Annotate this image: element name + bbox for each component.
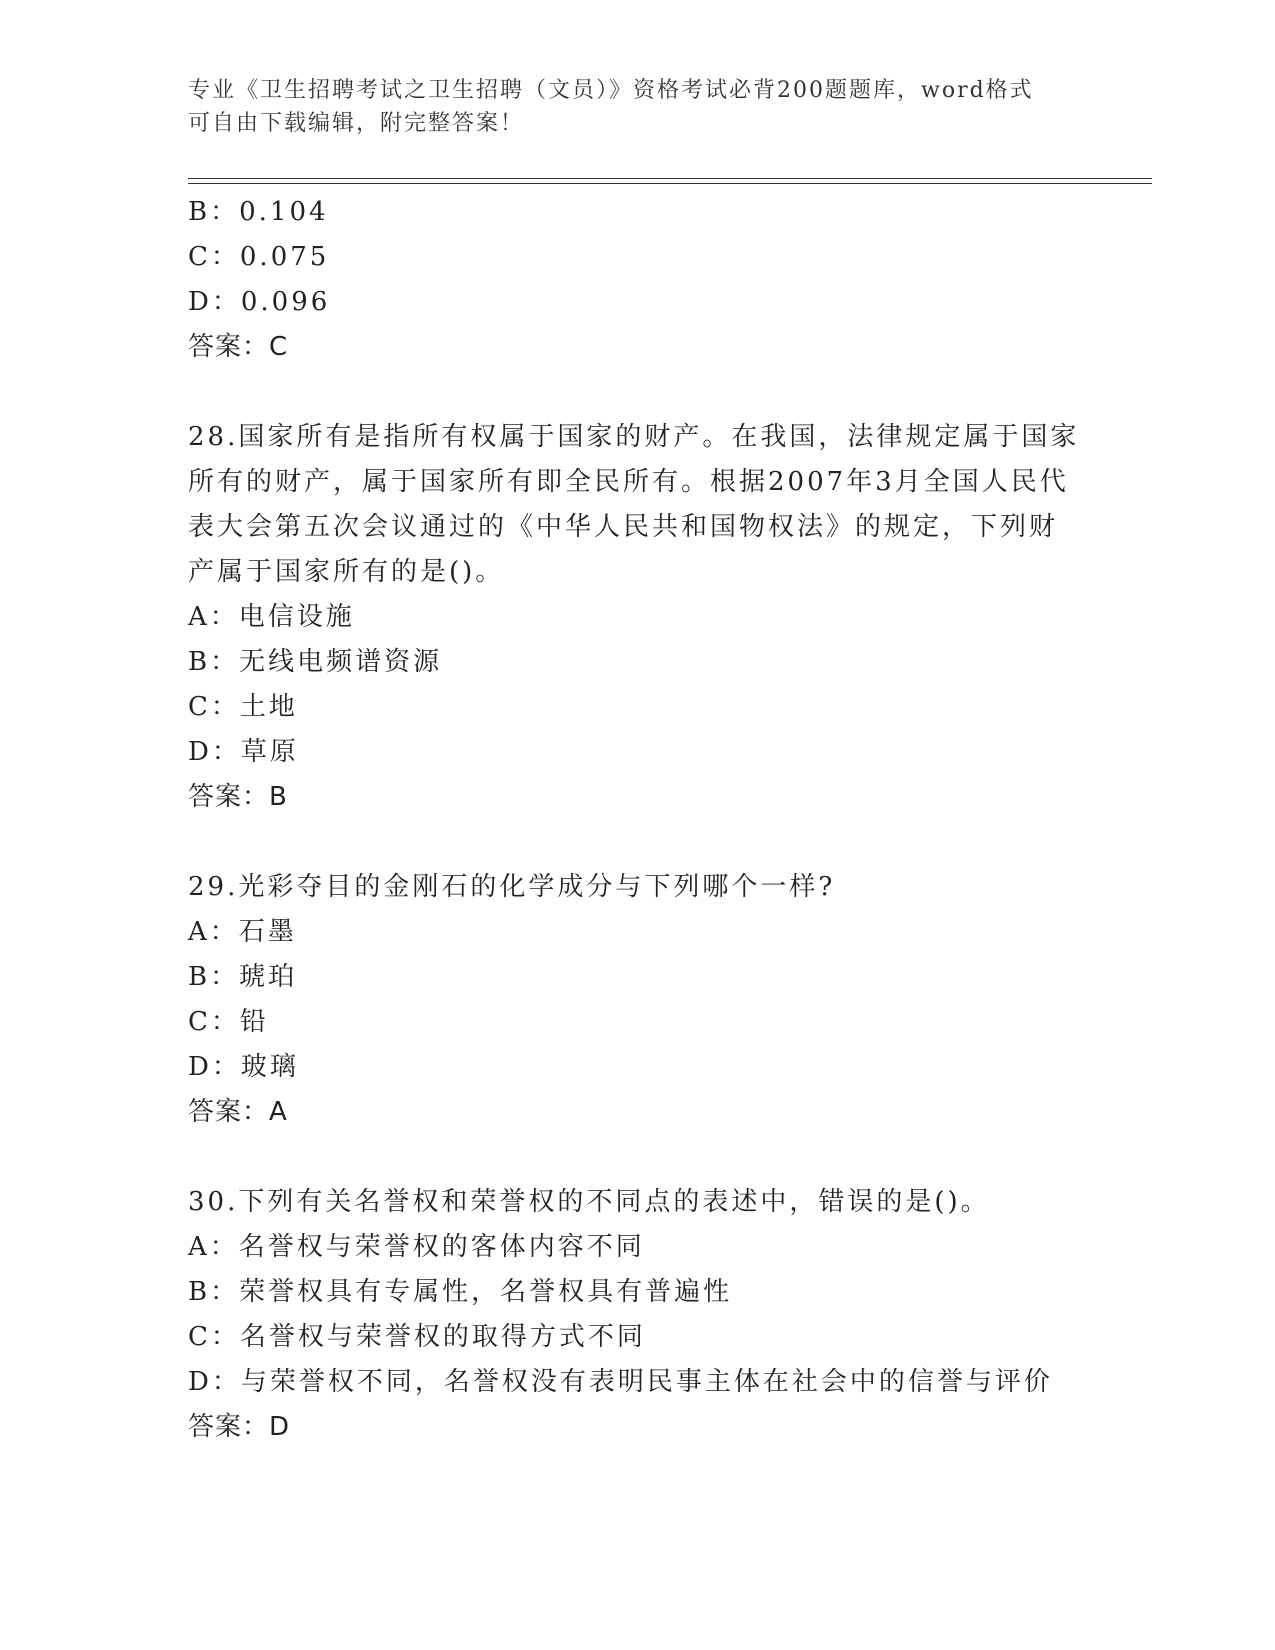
header-rule-bottom [188,183,1152,184]
question-line: 30.下列有关名誉权和荣誉权的不同点的表述中，错误的是()。 [188,1187,990,1217]
question-list [188,190,1088,1450]
option-a: A：名誉权与荣誉权的客体内容不同 [188,1232,645,1262]
spacer [188,1135,1088,1180]
option-d: D：草原 [188,737,299,767]
option-b: B：0.104 [188,197,329,227]
answer-line: 答案：C [188,332,289,362]
question-line: 28.国家所有是指所有权属于国家的财产。在我国，法律规定属于国家 [188,422,1080,452]
question-block-28 [188,415,1088,820]
header-rule-top [188,178,1152,179]
document-header [188,74,1088,140]
header-line-1: 专业《卫生招聘考试之卫生招聘（文员）》资格考试必背200题题库，word格式 [188,78,1034,103]
spacer [188,370,1088,415]
option-a: A：石墨 [188,917,297,947]
option-d: D：与荣誉权不同，名誉权没有表明民事主体在社会中的信誉与评价 [188,1367,1053,1397]
question-block-29 [188,865,1088,1135]
option-a: A：电信设施 [188,602,355,632]
option-c: C：土地 [188,692,298,722]
header-line-2: 可自由下载编辑，附完整答案！ [188,111,525,136]
answer-line: 答案：D [188,1412,291,1442]
option-b: B：琥珀 [188,962,298,992]
question-line: 产属于国家所有的是()。 [188,557,505,587]
option-b: B：无线电频谱资源 [188,647,443,677]
question-line: 表大会第五次会议通过的《中华人民共和国物权法》的规定，下列财 [188,512,1059,542]
question-line: 29.光彩夺目的金刚石的化学成分与下列哪个一样? [188,872,836,902]
question-line: 所有的财产，属于国家所有即全民所有。根据2007年3月全国人民代 [188,467,1069,497]
spacer [188,820,1088,865]
option-b: B：荣誉权具有专属性，名誉权具有普遍性 [188,1277,733,1307]
question-text [188,415,1088,595]
answer-line: 答案：A [188,1097,288,1127]
option-c: C：名誉权与荣誉权的取得方式不同 [188,1322,646,1352]
option-c: C：铅 [188,1007,269,1037]
option-d: D：0.096 [188,287,331,317]
option-d: D：玻璃 [188,1052,299,1082]
question-block-prev [188,190,1088,370]
option-c: C：0.075 [188,242,330,272]
question-text [188,1180,1088,1225]
question-block-30 [188,1180,1088,1450]
answer-line: 答案：B [188,782,288,812]
question-text [188,865,1088,910]
